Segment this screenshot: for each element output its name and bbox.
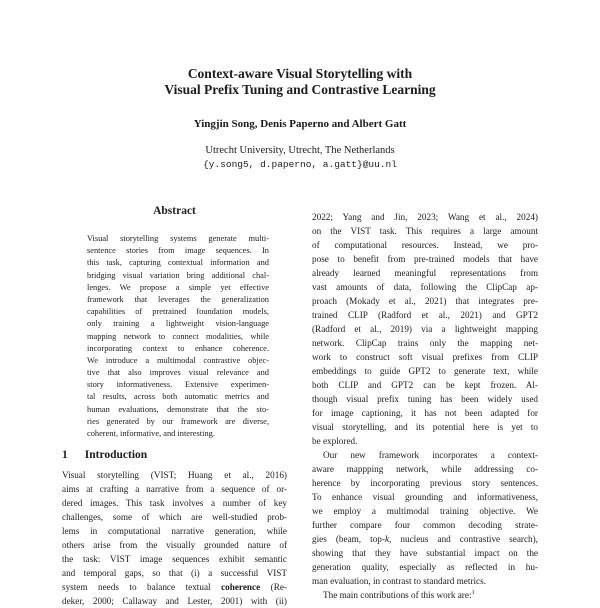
text-line	[87, 404, 269, 416]
text-line	[312, 434, 538, 448]
text-run: the task: VIST image sequences exhibit semantic	[62, 554, 287, 565]
text-run: human evaluations, demonstrate that the sto-	[87, 404, 269, 414]
text-run: be explored.	[312, 436, 358, 446]
text-line	[87, 416, 269, 428]
text-line	[62, 496, 287, 510]
text-run: showing that they have substantial impact on the	[312, 548, 538, 558]
text-run: challenges, some of which are well-studied prob-	[62, 512, 287, 523]
text-line	[62, 552, 287, 566]
text-run: generation quality, especially as reflected in hu-	[312, 562, 538, 572]
text-run: already learned meaningful representations from	[312, 268, 538, 278]
text-line	[62, 594, 287, 608]
text-run: aware mappping network, while addressing co-	[312, 464, 538, 474]
text-line	[312, 532, 538, 546]
text-run: To enhance visual grounding and informativeness,	[312, 492, 538, 502]
text-run: (Re-	[260, 582, 287, 593]
text-line	[87, 391, 269, 403]
section-title: Introduction	[84, 449, 148, 462]
text-line	[312, 336, 538, 350]
text-run: and temporal gaps, so that (i) a successful VIST	[62, 568, 287, 579]
text-run: , nucleus and contrastive search),	[389, 534, 538, 544]
text-line	[62, 566, 287, 580]
text-run: 2022; Yang and Jin, 2023; Wang et al., 2024)	[312, 212, 538, 222]
text-line	[87, 343, 269, 355]
text-line	[62, 580, 287, 594]
text-run: sentence stories from image sequences. In	[87, 246, 269, 256]
text-line	[87, 245, 269, 257]
text-run: system needs to balance textual	[62, 582, 222, 593]
text-line	[312, 462, 538, 476]
text-run: incorporating context to enhance coherence.	[87, 343, 269, 353]
text-run: both CLIP and GPT2 can be kept frozen. Al-	[312, 380, 538, 390]
text-line	[312, 504, 538, 518]
text-run: lenges. We propose a simple yet effective	[87, 282, 269, 292]
text-line	[87, 306, 269, 318]
text-run: vast amounts of data, following the ClipCap ap-	[312, 282, 538, 292]
text-run: we employ a multimodal training objective. We	[312, 506, 538, 516]
text-line	[312, 518, 538, 532]
text-line	[312, 364, 538, 378]
text-run: coherent, informative, and interesting.	[87, 429, 215, 438]
text-line	[312, 448, 538, 462]
text-line	[312, 420, 538, 434]
text-line	[62, 468, 287, 482]
text-run: though visual prefix tuning has been widely used	[312, 394, 538, 404]
text-line	[312, 406, 538, 420]
text-run: capabilities of pretrained foundation models,	[87, 307, 269, 317]
text-line	[312, 560, 538, 574]
text-run: deker, 2000; Callaway and Lester, 2001) with (ii)	[62, 596, 287, 607]
text-line	[312, 224, 538, 238]
text-run: embeddings to guide GPT2 to generate text, while	[312, 366, 538, 376]
right-column	[312, 0, 538, 600]
text-run: network. ClipCap trains only the mapping net-	[312, 338, 538, 348]
text-run: 1	[471, 588, 475, 596]
text-run: work to construct soft visual prefixes from CLIP	[312, 352, 538, 362]
text-line	[312, 308, 538, 322]
text-line	[62, 524, 287, 538]
section-heading-introduction	[62, 448, 287, 462]
text-line	[62, 538, 287, 552]
text-run: proach (Mokady et al., 2021) that integrates pre-	[312, 296, 538, 306]
affiliation: Utrecht University, Utrecht, The Netherlands	[205, 145, 395, 156]
text-run: tal results, across both automatic metrics and	[87, 392, 269, 402]
text-run: story informativeness. Extensive experimen-	[87, 380, 269, 390]
right-column-body	[312, 210, 538, 602]
text-run: Our new framework incorporates a context-	[323, 450, 538, 460]
text-line	[62, 482, 287, 496]
text-line	[87, 282, 269, 294]
text-run: tive that also improves visual relevance and	[87, 368, 269, 378]
abstract-heading: Abstract	[153, 205, 196, 217]
text-line	[312, 252, 538, 266]
text-line	[312, 588, 538, 602]
text-run: lems in computational narrative generation, while	[62, 526, 287, 537]
text-line	[87, 318, 269, 330]
text-run: The main contributions of this work are:	[323, 590, 472, 600]
text-run: coherence	[221, 582, 261, 593]
abstract-body	[87, 233, 269, 440]
text-line	[87, 294, 269, 306]
text-line	[312, 294, 538, 308]
text-line	[312, 322, 538, 336]
text-run: on the VIST task. This requires a large amount	[312, 226, 538, 236]
text-line	[312, 266, 538, 280]
introduction-body	[62, 468, 287, 608]
text-run: framework that leverages the generalization	[87, 294, 269, 304]
text-run: further compare four common decoding strate-	[312, 520, 538, 530]
text-line	[312, 280, 538, 294]
text-run: ries generated by our framework are diverse,	[87, 416, 269, 426]
text-line	[87, 257, 269, 269]
text-line	[87, 233, 269, 245]
text-line	[62, 510, 287, 524]
text-run: Visual storytelling systems generate multi-	[87, 234, 269, 243]
text-line	[87, 270, 269, 282]
text-line	[312, 476, 538, 490]
text-run: for image captioning, it has not been adapted for	[312, 408, 538, 418]
text-run: herence by incorporating previous story sentences.	[312, 478, 538, 488]
text-run: dered images. This task involves a number of key	[62, 498, 287, 509]
text-run: only training a lightweight vision-language	[87, 319, 269, 329]
text-line	[312, 546, 538, 560]
two-column-body	[62, 0, 538, 607]
text-run: visual storytelling, and its potential here is yet to	[312, 422, 538, 432]
text-line	[312, 210, 538, 224]
text-line	[87, 379, 269, 391]
text-line	[312, 392, 538, 406]
authors: Yingjin Song, Denis Paperno and Albert Gatt	[193, 118, 407, 130]
text-run: pose to benefit from pre-trained models that have	[312, 254, 538, 264]
text-run: man evaluation, in contrast to standard metrics.	[312, 576, 487, 586]
text-run: of computational resources. Instead, we pro-	[312, 240, 538, 250]
text-run: k	[384, 534, 390, 544]
text-run: Visual storytelling (VIST; Huang et al., 2016)	[62, 470, 287, 481]
text-line	[87, 367, 269, 379]
text-run: others arise from the visually grounded nature of	[62, 540, 287, 551]
section-number: 1	[62, 449, 68, 462]
text-run: (Radford et al., 2019) via a lightweight mapping	[312, 324, 538, 334]
left-column	[62, 0, 287, 607]
text-line	[87, 355, 269, 367]
email-line: {y.song5, d.paperno, a.gatt}@uu.nl	[203, 159, 397, 170]
text-line	[87, 428, 269, 440]
text-run: trained CLIP (Radford et al., 2021) and GPT2	[312, 310, 538, 320]
text-line	[312, 238, 538, 252]
text-line	[87, 331, 269, 343]
text-line	[312, 490, 538, 504]
text-line	[312, 574, 538, 588]
text-run: gies (beam, top-	[312, 534, 385, 544]
text-run: aims at crafting a narrative from a sequence of or-	[62, 484, 287, 495]
text-run: We introduce a multimodal contrastive objec-	[87, 355, 269, 365]
paper-title-line1: Context-aware Visual Storytelling with	[187, 66, 413, 81]
text-run: mapping network to connect modalities, while	[87, 331, 269, 341]
text-line	[312, 378, 538, 392]
text-run: bridging visual variation bring additional chal-	[87, 270, 269, 280]
paper-title-line2: Visual Prefix Tuning and Contrastive Learning	[164, 82, 436, 97]
text-run: this task, capturing contextual information and	[87, 258, 269, 268]
text-line	[312, 350, 538, 364]
